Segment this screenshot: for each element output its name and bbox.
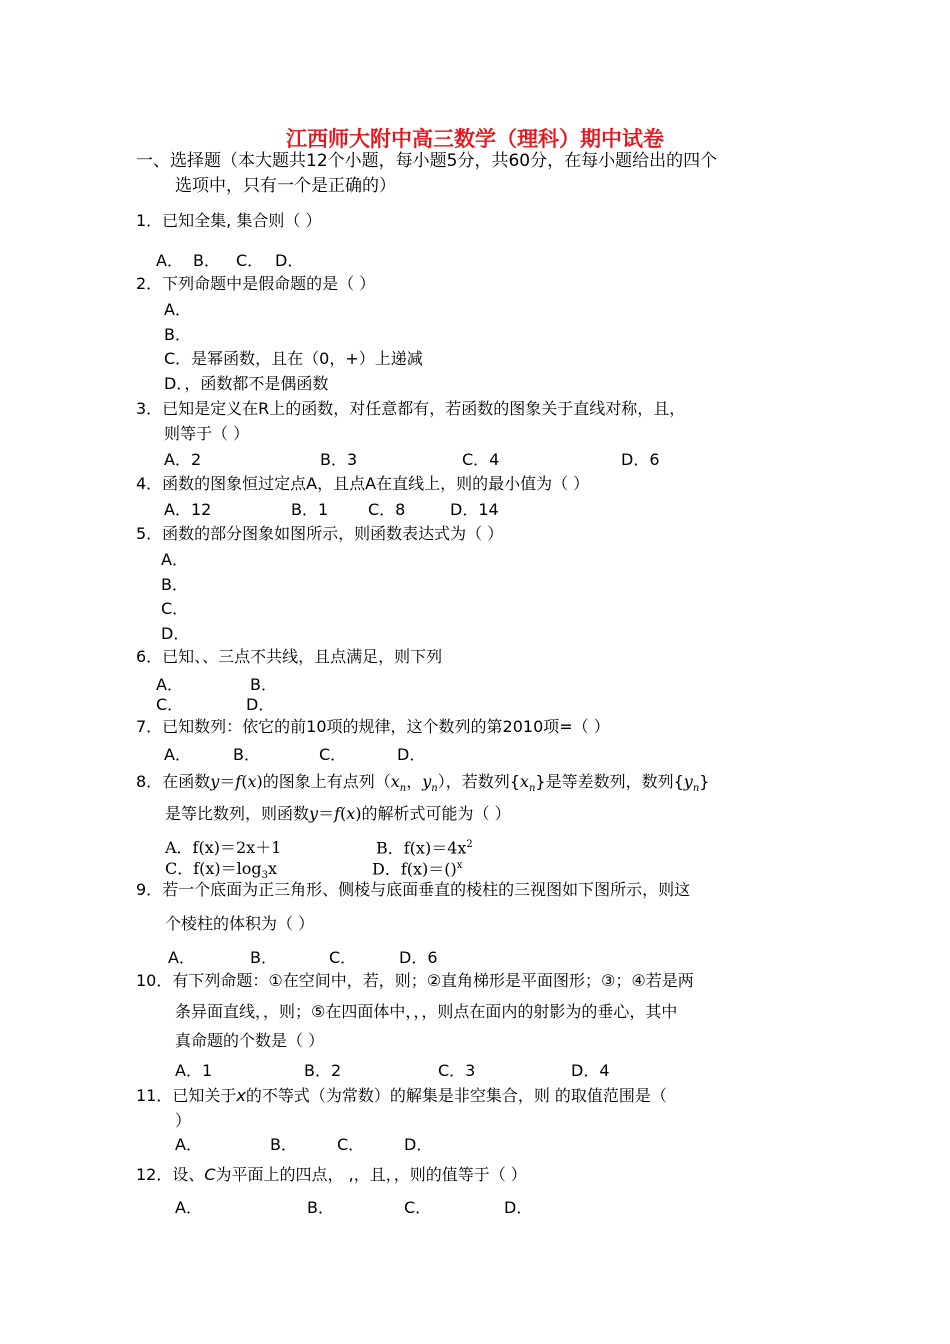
q3-option-a: A．2 — [164, 450, 202, 469]
q9-option-d: D．6 — [399, 948, 438, 967]
q9-option-a: A． — [168, 948, 195, 967]
q3-option-b: B．3 — [320, 450, 358, 469]
q5-option-d: D． — [161, 624, 190, 643]
q8-line2-b: 的解析式可能为（ ） — [361, 804, 511, 823]
q8-text-3: ），若数列{ — [437, 772, 520, 791]
q11-stem-line2: ） — [175, 1111, 192, 1130]
q1-option-d: D． — [275, 251, 304, 270]
q4-option-b: B．1 — [291, 500, 329, 519]
q7-option-c: C． — [319, 745, 347, 764]
q11-stem-line1: 11．已知关于x的不等式（为常数）的解集是非空集合，则 的取值范围是（ — [136, 1086, 667, 1105]
q2-option-d: D．，函数都不是偶函数 — [164, 374, 329, 393]
q2-stem: 2．下列命题中是假命题的是（ ） — [136, 274, 376, 293]
q11-option-d: D． — [404, 1135, 433, 1154]
q8-stem-line2: 是等比数列，则函数y＝f(x)的解析式可能为（ ） — [165, 804, 511, 823]
q10-option-d: D．4 — [571, 1061, 610, 1080]
q2-option-c: C．是幂函数，且在（0，+）上递减 — [164, 349, 423, 368]
q8-y: y — [210, 772, 220, 791]
q8-eq: ＝ — [219, 772, 236, 791]
q10-stem-line3: 真命题的个数是（ ） — [175, 1031, 325, 1050]
q12-option-a: A． — [175, 1198, 202, 1217]
q3-option-d: D．6 — [621, 450, 660, 469]
q3-option-c: C．4 — [462, 450, 500, 469]
q10-option-b: B．2 — [304, 1061, 342, 1080]
q2-option-b: B． — [164, 325, 191, 344]
q2-option-a: A． — [164, 300, 191, 319]
q8-number: 8． — [136, 772, 163, 791]
q1-option-c: C． — [236, 251, 264, 270]
q8-text-1: 在函数 — [162, 772, 211, 791]
q6-option-a: A． — [156, 675, 183, 694]
q8-f: f — [235, 772, 242, 791]
q5-option-c: C． — [161, 599, 189, 618]
q8-text-4: }是等差数列，数列{ — [535, 772, 684, 791]
q12-option-b: B． — [307, 1198, 334, 1217]
q11-option-b: B． — [270, 1135, 297, 1154]
q12-stem: 12．设、C为平面上的四点， ,，且，，则的值等于（ ） — [136, 1165, 527, 1184]
q3-stem-line1: 3．已知是定义在R上的函数，对任意都有，若函数的图象关于直线对称，且， — [136, 399, 686, 418]
q8-x: x — [247, 772, 257, 791]
q5-option-b: B． — [161, 575, 188, 594]
q4-option-c: C．8 — [368, 500, 406, 519]
q8-text-2: 的图象上有点列（ — [262, 772, 391, 791]
q9-stem-line1: 9．若一个底面为正三角形、侧棱与底面垂直的棱柱的三视图如下图所示，则这 — [136, 880, 691, 899]
q10-stem-line1: 10．有下列命题：①在空间中，若，则；②直角梯形是平面图形；③；④若是两 — [136, 971, 694, 990]
q7-option-d: D． — [397, 745, 426, 764]
section-header-line1: 一、选择题（本大题共12个小题，每小题5分，共60分，在每小题给出的四个 — [136, 151, 718, 171]
q8-line2-a: 是等比数列，则函数 — [165, 804, 310, 823]
q6-option-b: B． — [250, 675, 277, 694]
q10-option-a: A．1 — [175, 1061, 213, 1080]
q6-option-d: D． — [246, 695, 275, 714]
q6-stem: 6．已知、、三点不共线，且点满足，则下列 — [136, 647, 443, 666]
page-title: 江西师大附中高三数学（理科）期中试卷 — [286, 127, 664, 151]
q7-option-b: B． — [233, 745, 260, 764]
q8-option-c: C．$f(x)=\log_3x$ — [165, 859, 278, 882]
q8-yn: y — [422, 772, 432, 791]
q12-option-c: C． — [404, 1198, 432, 1217]
q8-n-sub: n — [399, 783, 407, 795]
q3-stem-line2: 则等于（ ） — [164, 424, 250, 443]
q5-option-a: A． — [161, 550, 188, 569]
q4-option-d: D．14 — [450, 500, 499, 519]
q8-option-d: D．f(x)＝()$^x$ — [372, 859, 463, 879]
q8-text-5: } — [699, 772, 710, 791]
q4-option-a: A．12 — [164, 500, 212, 519]
q8-option-a: A．f(x)＝2x＋1 — [165, 838, 282, 857]
section-header-line2: 选项中，只有一个是正确的） — [175, 176, 396, 196]
q9-option-c: C． — [329, 948, 357, 967]
q7-stem: 7．已知数列：依它的前10项的规律，这个数列的第2010项=（ ） — [136, 717, 610, 736]
q8-stem-line1: 8．在函数y＝f(x)的图象上有点列（$x_n$，$y_n$），若数列$\{x_n\}$是等差数列，数列$\{y_n\}$ — [136, 772, 710, 795]
q5-stem: 5．函数的部分图象如图所示，则函数表达式为（ ） — [136, 524, 504, 543]
q12-option-d: D． — [504, 1198, 533, 1217]
q4-stem: 4．函数的图象恒过定点A，且点A在直线上，则的最小值为（ ） — [136, 474, 590, 493]
q1-option-a: A． — [156, 251, 183, 270]
q9-option-b: B． — [250, 948, 277, 967]
q11-option-c: C． — [337, 1135, 365, 1154]
q8-comma: ， — [406, 772, 423, 791]
q1-stem: 1．已知全集, 集合则（ ） — [136, 211, 322, 230]
q7-option-a: A． — [164, 745, 191, 764]
q6-option-c: C． — [156, 695, 184, 714]
q8-option-b: B．$f(x)=4x^2$ — [376, 838, 473, 858]
q11-option-a: A． — [175, 1135, 202, 1154]
q8-xn: x — [390, 772, 400, 791]
q9-stem-line2: 个棱柱的体积为（ ） — [165, 914, 315, 933]
q10-option-c: C．3 — [438, 1061, 476, 1080]
q10-stem-line2: 条异面直线，，则；⑤在四面体中，，，则点在面内的射影为的垂心，其中 — [175, 1002, 678, 1021]
q1-option-b: B． — [193, 251, 220, 270]
